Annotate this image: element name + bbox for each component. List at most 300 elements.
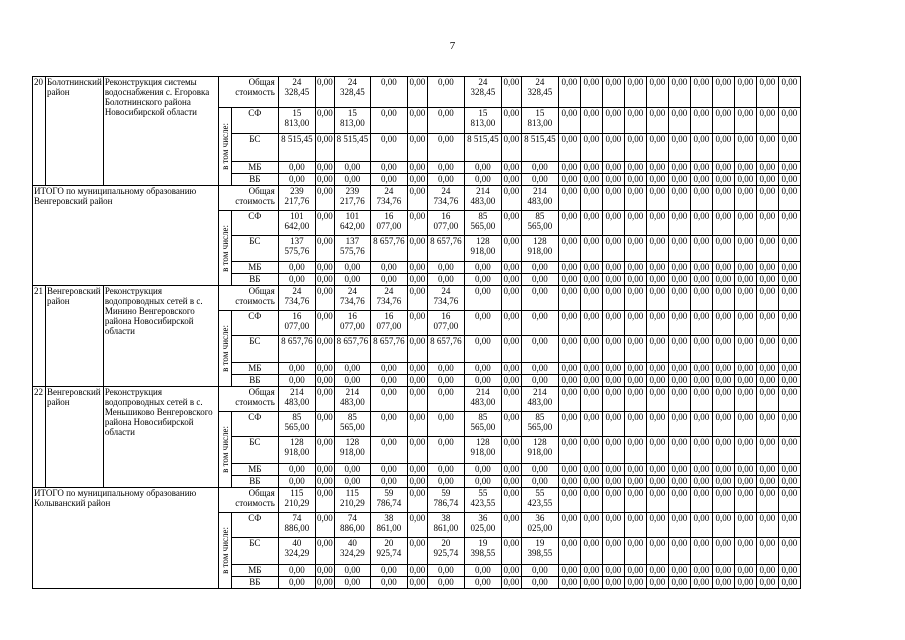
value-cell: 0,00 bbox=[558, 412, 580, 437]
value-cell: 0,00 bbox=[646, 538, 668, 564]
value-cell: 0,00 bbox=[427, 173, 464, 185]
value-cell: 0,00 bbox=[712, 513, 734, 538]
value-cell: 0,00 bbox=[646, 463, 668, 475]
value-cell: 0,00 bbox=[712, 108, 734, 134]
funding-source-label: ВБ bbox=[231, 173, 278, 185]
value-cell: 0,00 bbox=[580, 564, 602, 576]
value-cell: 0,00 bbox=[427, 374, 464, 386]
value-cell: 0,00 bbox=[778, 513, 800, 538]
value-cell: 0,00 bbox=[521, 161, 558, 173]
value-cell: 0,00 bbox=[316, 362, 333, 373]
value-cell: 0,00 bbox=[712, 211, 734, 236]
value-cell: 0,00 bbox=[712, 475, 734, 487]
value-cell: 0,00 bbox=[602, 108, 624, 134]
value-cell: 0,00 bbox=[778, 387, 800, 412]
value-cell: 0,00 bbox=[407, 173, 427, 185]
value-cell: 8 657,76 bbox=[370, 336, 407, 362]
value-cell: 0,00 bbox=[756, 387, 778, 412]
value-cell: 0,00 bbox=[734, 336, 756, 362]
value-cell: 0,00 bbox=[427, 161, 464, 173]
value-cell: 8 657,76 bbox=[334, 336, 370, 362]
value-cell: 0,00 bbox=[315, 387, 334, 412]
value-cell: 0,00 bbox=[558, 538, 580, 564]
value-cell: 0,00 bbox=[580, 412, 602, 437]
value-cell: 0,00 bbox=[407, 161, 427, 173]
breakdown-label-cell bbox=[218, 412, 231, 488]
value-cell: 0,00 bbox=[370, 108, 407, 134]
value-cell: 40 324,29 bbox=[278, 538, 315, 564]
value-cell: 0,00 bbox=[712, 261, 734, 273]
value-cell: 0,00 bbox=[464, 286, 501, 311]
value-cell: 0,00 bbox=[602, 336, 624, 362]
value-cell: 128 918,00 bbox=[464, 437, 501, 463]
value-cell: 0,00 bbox=[756, 108, 778, 134]
funding-source-label: ВБ bbox=[231, 576, 278, 588]
value-cell: 0,00 bbox=[624, 186, 646, 211]
value-cell: 0,00 bbox=[427, 412, 464, 437]
value-cell: 0,00 bbox=[370, 134, 407, 161]
value-cell: 0,00 bbox=[734, 564, 756, 576]
value-cell: 0,00 bbox=[521, 261, 558, 273]
value-cell: 0,00 bbox=[501, 475, 521, 487]
value-cell: 0,00 bbox=[646, 173, 668, 185]
value-cell: 0,00 bbox=[501, 513, 521, 538]
value-cell: 214 483,00 bbox=[464, 387, 501, 412]
value-cell: 0,00 bbox=[734, 236, 756, 261]
value-cell: 0,00 bbox=[690, 211, 712, 236]
value-cell: 0,00 bbox=[316, 161, 333, 172]
value-cell: 0,00 bbox=[315, 134, 334, 161]
value-cell: 0,00 bbox=[334, 475, 370, 487]
value-cell: 0,00 bbox=[580, 273, 602, 285]
funding-source-label: СФ bbox=[231, 412, 278, 437]
value-cell: 0,00 bbox=[690, 488, 712, 513]
project-row bbox=[33, 77, 801, 108]
value-cell: 0,00 bbox=[580, 488, 602, 513]
value-cell: 0,00 bbox=[668, 211, 690, 236]
value-cell: 0,00 bbox=[558, 173, 580, 185]
value-cell: 0,00 bbox=[501, 564, 521, 576]
value-cell: 0,00 bbox=[521, 374, 558, 386]
project-row bbox=[33, 286, 801, 311]
value-cell: 0,00 bbox=[521, 463, 558, 475]
value-cell: 0,00 bbox=[624, 362, 646, 374]
value-cell: 0,00 bbox=[370, 437, 407, 463]
value-cell: 0,00 bbox=[558, 236, 580, 261]
value-cell: 0,00 bbox=[501, 387, 521, 412]
value-cell: 0,00 bbox=[734, 173, 756, 185]
value-cell: 85 565,00 bbox=[334, 412, 370, 437]
value-cell: 0,00 bbox=[668, 463, 690, 475]
district-name: Болотнинский район bbox=[46, 77, 104, 186]
value-cell: 0,00 bbox=[624, 412, 646, 437]
value-cell: 0,00 bbox=[407, 387, 427, 412]
value-cell: 0,00 bbox=[407, 463, 427, 475]
value-cell: 0,00 bbox=[580, 437, 602, 463]
value-cell: 0,00 bbox=[501, 273, 521, 285]
value-cell: 0,00 bbox=[624, 261, 646, 273]
value-cell: 128 918,00 bbox=[334, 437, 370, 463]
value-cell: 0,00 bbox=[712, 336, 734, 362]
value-cell: 16 077,00 bbox=[427, 311, 464, 336]
value-cell: 0,00 bbox=[778, 236, 800, 261]
value-cell: 0,00 bbox=[427, 273, 464, 285]
value-cell: 0,00 bbox=[316, 261, 333, 272]
value-cell: 0,00 bbox=[407, 236, 427, 261]
value-cell: 0,00 bbox=[646, 161, 668, 173]
value-cell: 0,00 bbox=[334, 173, 370, 185]
value-cell: 0,00 bbox=[558, 77, 580, 108]
value-cell: 0,00 bbox=[734, 374, 756, 386]
value-cell: 0,00 bbox=[756, 513, 778, 538]
value-cell: 0,00 bbox=[778, 77, 800, 108]
value-cell: 0,00 bbox=[624, 77, 646, 108]
value-cell: 0,00 bbox=[315, 437, 334, 463]
value-cell: 0,00 bbox=[278, 564, 315, 576]
value-cell: 0,00 bbox=[734, 161, 756, 173]
value-cell: 0,00 bbox=[734, 186, 756, 211]
value-cell: 8 515,45 bbox=[521, 134, 558, 161]
value-cell: 24 328,45 bbox=[334, 77, 370, 108]
value-cell: 24 328,45 bbox=[278, 77, 315, 108]
value-cell: 0,00 bbox=[690, 311, 712, 336]
value-cell: 0,00 bbox=[464, 475, 501, 487]
district-name: Венгеровский район bbox=[46, 387, 104, 488]
value-cell: 0,00 bbox=[407, 134, 427, 161]
value-cell: 0,00 bbox=[624, 576, 646, 588]
value-cell: 0,00 bbox=[602, 161, 624, 173]
value-cell: 239 217,76 bbox=[334, 186, 370, 211]
value-cell: 0,00 bbox=[427, 463, 464, 475]
value-cell: 0,00 bbox=[646, 336, 668, 362]
breakdown-label: в том числе: bbox=[219, 527, 230, 574]
value-cell: 0,00 bbox=[370, 387, 407, 412]
value-cell: 0,00 bbox=[334, 161, 370, 173]
value-cell: 0,00 bbox=[464, 374, 501, 386]
value-cell: 24 734,76 bbox=[334, 286, 370, 311]
value-cell: 0,00 bbox=[668, 161, 690, 173]
value-cell: 0,00 bbox=[690, 362, 712, 374]
total-row bbox=[33, 186, 801, 211]
value-cell: 0,00 bbox=[646, 387, 668, 412]
breakdown-label-cell bbox=[218, 211, 231, 286]
value-cell: 0,00 bbox=[756, 211, 778, 236]
value-cell: 0,00 bbox=[624, 161, 646, 173]
funding-source-label: МБ bbox=[231, 161, 278, 173]
value-cell: 0,00 bbox=[668, 488, 690, 513]
value-cell: 0,00 bbox=[315, 311, 334, 336]
total-cost-label: Общая стоимость bbox=[218, 77, 278, 108]
project-name: Реконструкция системы водоснабжения с. Егоровка Болотнинского района Новосибирской области bbox=[103, 77, 218, 186]
value-cell: 74 886,00 bbox=[334, 513, 370, 538]
value-cell: 8 515,45 bbox=[334, 134, 370, 161]
value-cell: 0,00 bbox=[602, 362, 624, 374]
value-cell: 0,00 bbox=[370, 475, 407, 487]
value-cell: 0,00 bbox=[646, 186, 668, 211]
value-cell: 214 483,00 bbox=[521, 186, 558, 211]
value-cell: 0,00 bbox=[580, 336, 602, 362]
value-cell: 0,00 bbox=[580, 211, 602, 236]
value-cell: 0,00 bbox=[734, 108, 756, 134]
value-cell: 0,00 bbox=[558, 273, 580, 285]
value-cell: 38 861,00 bbox=[427, 513, 464, 538]
value-cell: 0,00 bbox=[668, 336, 690, 362]
value-cell: 0,00 bbox=[712, 374, 734, 386]
value-cell: 0,00 bbox=[778, 186, 800, 211]
value-cell: 0,00 bbox=[668, 513, 690, 538]
value-cell: 0,00 bbox=[501, 134, 521, 161]
value-cell: 0,00 bbox=[501, 412, 521, 437]
value-cell: 24 328,45 bbox=[521, 77, 558, 108]
value-cell: 0,00 bbox=[646, 108, 668, 134]
value-cell: 0,00 bbox=[316, 475, 333, 486]
value-cell: 0,00 bbox=[501, 488, 521, 513]
total-cost-label: Общая стоимость bbox=[218, 387, 278, 412]
value-cell: 0,00 bbox=[558, 134, 580, 161]
value-cell: 0,00 bbox=[778, 437, 800, 463]
value-cell: 0,00 bbox=[624, 311, 646, 336]
value-cell: 0,00 bbox=[521, 362, 558, 374]
value-cell: 0,00 bbox=[602, 488, 624, 513]
value-cell: 0,00 bbox=[602, 513, 624, 538]
value-cell: 0,00 bbox=[646, 286, 668, 311]
value-cell: 0,00 bbox=[580, 576, 602, 588]
value-cell: 0,00 bbox=[580, 236, 602, 261]
value-cell: 0,00 bbox=[521, 576, 558, 588]
value-cell: 0,00 bbox=[370, 77, 407, 108]
value-cell: 0,00 bbox=[427, 475, 464, 487]
value-cell: 0,00 bbox=[712, 186, 734, 211]
value-cell: 101 642,00 bbox=[334, 211, 370, 236]
total-cost-label: Общая стоимость bbox=[218, 488, 278, 513]
value-cell: 0,00 bbox=[315, 488, 334, 513]
value-cell: 0,00 bbox=[501, 286, 521, 311]
value-cell: 36 025,00 bbox=[521, 513, 558, 538]
value-cell: 24 734,76 bbox=[278, 286, 315, 311]
value-cell: 0,00 bbox=[734, 475, 756, 487]
value-cell: 0,00 bbox=[668, 374, 690, 386]
value-cell: 0,00 bbox=[501, 173, 521, 185]
value-cell: 0,00 bbox=[580, 362, 602, 374]
value-cell: 0,00 bbox=[602, 463, 624, 475]
project-number: 21 bbox=[33, 286, 46, 387]
breakdown-label: в том числе: bbox=[219, 123, 230, 170]
value-cell: 0,00 bbox=[558, 211, 580, 236]
value-cell: 0,00 bbox=[668, 236, 690, 261]
value-cell: 0,00 bbox=[756, 374, 778, 386]
value-cell: 0,00 bbox=[668, 576, 690, 588]
value-cell: 0,00 bbox=[778, 211, 800, 236]
value-cell: 0,00 bbox=[668, 412, 690, 437]
value-cell: 0,00 bbox=[370, 463, 407, 475]
value-cell: 59 786,74 bbox=[427, 488, 464, 513]
value-cell: 0,00 bbox=[712, 161, 734, 173]
value-cell: 0,00 bbox=[580, 161, 602, 173]
value-cell: 0,00 bbox=[756, 311, 778, 336]
value-cell: 0,00 bbox=[712, 273, 734, 285]
value-cell: 0,00 bbox=[778, 134, 800, 161]
funding-source-label: СФ bbox=[231, 311, 278, 336]
value-cell: 0,00 bbox=[734, 488, 756, 513]
value-cell: 0,00 bbox=[756, 412, 778, 437]
value-cell: 0,00 bbox=[407, 488, 427, 513]
value-cell: 0,00 bbox=[602, 77, 624, 108]
value-cell: 0,00 bbox=[501, 186, 521, 211]
value-cell: 0,00 bbox=[427, 77, 464, 108]
value-cell: 0,00 bbox=[646, 576, 668, 588]
value-cell: 0,00 bbox=[315, 211, 334, 236]
value-cell: 0,00 bbox=[464, 173, 501, 185]
value-cell: 0,00 bbox=[407, 538, 427, 564]
breakdown-label: в том числе: bbox=[219, 426, 230, 473]
value-cell: 0,00 bbox=[778, 273, 800, 285]
value-cell: 0,00 bbox=[580, 134, 602, 161]
value-cell: 0,00 bbox=[624, 336, 646, 362]
value-cell: 0,00 bbox=[734, 134, 756, 161]
value-cell: 59 786,74 bbox=[370, 488, 407, 513]
value-cell: 0,00 bbox=[315, 286, 334, 311]
value-cell: 24 734,76 bbox=[427, 286, 464, 311]
value-cell: 0,00 bbox=[316, 273, 333, 284]
value-cell: 0,00 bbox=[501, 161, 521, 173]
value-cell: 0,00 bbox=[668, 134, 690, 161]
value-cell: 0,00 bbox=[646, 475, 668, 487]
value-cell: 16 077,00 bbox=[370, 211, 407, 236]
value-cell: 0,00 bbox=[370, 173, 407, 185]
value-cell: 0,00 bbox=[734, 513, 756, 538]
value-cell: 0,00 bbox=[756, 161, 778, 173]
value-cell: 137 575,76 bbox=[278, 236, 315, 261]
funding-source-label: МБ bbox=[231, 564, 278, 576]
value-cell: 0,00 bbox=[646, 134, 668, 161]
funding-source-label: БС bbox=[231, 134, 278, 161]
value-cell: 55 423,55 bbox=[521, 488, 558, 513]
value-cell: 0,00 bbox=[712, 538, 734, 564]
value-cell: 0,00 bbox=[734, 412, 756, 437]
value-cell: 0,00 bbox=[690, 387, 712, 412]
value-cell: 0,00 bbox=[668, 538, 690, 564]
value-cell: 0,00 bbox=[602, 211, 624, 236]
value-cell: 85 565,00 bbox=[521, 412, 558, 437]
value-cell: 0,00 bbox=[668, 273, 690, 285]
value-cell: 0,00 bbox=[407, 362, 427, 374]
district-name: Венгеровский район bbox=[46, 286, 104, 387]
value-cell: 0,00 bbox=[646, 513, 668, 538]
value-cell: 0,00 bbox=[690, 564, 712, 576]
value-cell: 0,00 bbox=[690, 576, 712, 588]
value-cell: 0,00 bbox=[278, 161, 315, 173]
value-cell: 15 813,00 bbox=[464, 108, 501, 134]
value-cell: 0,00 bbox=[316, 374, 333, 385]
funding-source-label: БС bbox=[231, 538, 278, 564]
value-cell: 0,00 bbox=[370, 362, 407, 374]
value-cell: 0,00 bbox=[734, 538, 756, 564]
value-cell: 0,00 bbox=[580, 186, 602, 211]
value-cell: 0,00 bbox=[668, 564, 690, 576]
value-cell: 0,00 bbox=[624, 211, 646, 236]
value-cell: 0,00 bbox=[464, 564, 501, 576]
value-cell: 0,00 bbox=[668, 475, 690, 487]
value-cell: 0,00 bbox=[690, 412, 712, 437]
value-cell: 0,00 bbox=[501, 374, 521, 386]
value-cell: 0,00 bbox=[407, 211, 427, 236]
value-cell: 19 398,55 bbox=[521, 538, 558, 564]
value-cell: 0,00 bbox=[278, 261, 315, 273]
value-cell: 0,00 bbox=[668, 261, 690, 273]
value-cell: 0,00 bbox=[734, 362, 756, 374]
value-cell: 16 077,00 bbox=[334, 311, 370, 336]
project-row bbox=[33, 387, 801, 412]
value-cell: 0,00 bbox=[370, 564, 407, 576]
value-cell: 0,00 bbox=[690, 475, 712, 487]
value-cell: 0,00 bbox=[315, 108, 334, 134]
value-cell: 0,00 bbox=[334, 463, 370, 475]
value-cell: 0,00 bbox=[756, 576, 778, 588]
value-cell: 0,00 bbox=[668, 186, 690, 211]
value-cell: 0,00 bbox=[334, 273, 370, 285]
value-cell: 0,00 bbox=[778, 311, 800, 336]
value-cell: 0,00 bbox=[756, 134, 778, 161]
value-cell: 0,00 bbox=[690, 236, 712, 261]
value-cell: 0,00 bbox=[558, 576, 580, 588]
value-cell: 8 657,76 bbox=[278, 336, 315, 362]
funding-source-label: ВБ bbox=[231, 273, 278, 285]
value-cell: 0,00 bbox=[668, 387, 690, 412]
value-cell: 8 515,45 bbox=[278, 134, 315, 161]
breakdown-label-cell bbox=[218, 311, 231, 387]
value-cell: 0,00 bbox=[580, 261, 602, 273]
value-cell: 0,00 bbox=[278, 173, 315, 185]
value-cell: 0,00 bbox=[602, 412, 624, 437]
value-cell: 0,00 bbox=[407, 273, 427, 285]
value-cell: 0,00 bbox=[464, 336, 501, 362]
value-cell: 0,00 bbox=[646, 261, 668, 273]
value-cell: 0,00 bbox=[756, 437, 778, 463]
value-cell: 0,00 bbox=[407, 412, 427, 437]
value-cell: 0,00 bbox=[407, 186, 427, 211]
value-cell: 0,00 bbox=[602, 538, 624, 564]
value-cell: 0,00 bbox=[315, 186, 334, 211]
value-cell: 0,00 bbox=[580, 77, 602, 108]
value-cell: 115 210,29 bbox=[334, 488, 370, 513]
value-cell: 0,00 bbox=[646, 362, 668, 374]
value-cell: 0,00 bbox=[712, 286, 734, 311]
value-cell: 0,00 bbox=[734, 463, 756, 475]
breakdown-label: в том числе: bbox=[219, 224, 230, 272]
value-cell: 0,00 bbox=[712, 173, 734, 185]
value-cell: 0,00 bbox=[602, 173, 624, 185]
value-cell: 0,00 bbox=[624, 134, 646, 161]
value-cell: 0,00 bbox=[334, 261, 370, 273]
value-cell: 0,00 bbox=[334, 362, 370, 374]
value-cell: 239 217,76 bbox=[278, 186, 315, 211]
funding-source-label: ВБ bbox=[231, 475, 278, 487]
total-title: ИТОГО по муниципальному образованию Колыванский район bbox=[33, 488, 219, 589]
value-cell: 0,00 bbox=[501, 437, 521, 463]
value-cell: 8 515,45 bbox=[464, 134, 501, 161]
value-cell: 0,00 bbox=[624, 273, 646, 285]
value-cell: 0,00 bbox=[624, 286, 646, 311]
value-cell: 0,00 bbox=[778, 412, 800, 437]
value-cell: 0,00 bbox=[756, 77, 778, 108]
value-cell: 0,00 bbox=[501, 211, 521, 236]
value-cell: 0,00 bbox=[407, 77, 427, 108]
value-cell: 85 565,00 bbox=[464, 412, 501, 437]
value-cell: 0,00 bbox=[668, 311, 690, 336]
value-cell: 0,00 bbox=[278, 362, 315, 374]
value-cell: 0,00 bbox=[407, 311, 427, 336]
value-cell: 0,00 bbox=[712, 236, 734, 261]
